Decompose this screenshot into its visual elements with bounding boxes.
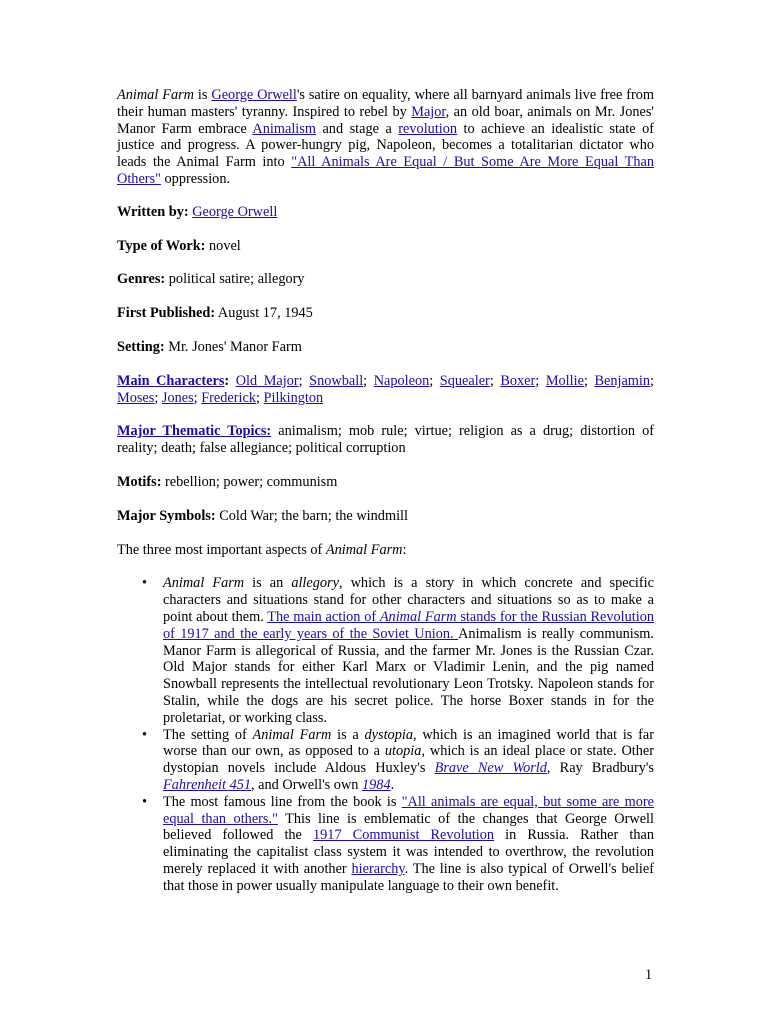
written-by-field	[117, 204, 654, 221]
page-number: 1	[645, 967, 653, 983]
symbols-label: Major Symbols:	[117, 507, 216, 524]
character-link[interactable]: Benjamin	[594, 372, 651, 389]
type-of-work-field	[117, 238, 654, 255]
aspect-famous-line: • The most famous line from the book is "All animals are equal, but some are more equal than others." This line is emblematic of the changes that George Orwell believed followed the 1917 Communist Revolution in Russia. Rather than eliminating the capitalist class system it was intended to overthrow, the revolution merely replaced it with another hierarchy. The line is also typical of Orwell's belief that those in power usually manipulate language to their own benefit.	[142, 793, 654, 894]
written-by-link[interactable]: George Orwell	[192, 203, 278, 220]
character-link[interactable]: Squealer	[439, 372, 490, 389]
bullet-icon: •	[142, 575, 148, 592]
fahrenheit-451-link[interactable]: Fahrenheit 451	[163, 776, 252, 793]
bullet-icon: •	[142, 726, 148, 743]
character-link[interactable]: Moses	[117, 389, 155, 406]
genres-value: political satire; allegory	[168, 271, 305, 288]
character-link[interactable]: Boxer	[500, 372, 536, 389]
motifs-value: rebellion; power; communism	[165, 473, 338, 490]
all-animals-equal-link[interactable]: "All Animals Are Equal / But Some Are More Equal Than Others"	[117, 154, 654, 187]
famous-quote-link[interactable]: "All animals are equal, but some are more equal than others."	[163, 793, 654, 827]
aspects-list	[117, 575, 654, 894]
1984-link[interactable]: 1984	[362, 776, 391, 793]
type-of-work-label: Type of Work:	[117, 237, 206, 254]
russian-revolution-link[interactable]: The main action of Animal Farm stands for the Russian Revolution of 1917 and the early years of the Soviet Union.	[163, 608, 654, 642]
aspects-intro: The three most important aspects of Animal Farm:	[117, 541, 407, 558]
written-by-label: Written by:	[117, 203, 189, 220]
aspect-allegory: • Animal Farm is an allegory, which is a story in which concrete and specific characters and situations stand for other characters and situations so as to make a point about them. The main action of Animal Farm stands for the Russian Revolution of 1917 and the early years of the Soviet Union. Animalism is really communism. Manor Farm is allegorical of Russia, and the farmer Mr. Jones is the Russian Czar. Old Major stands for either Karl Marx or Vladimir Lenin, and the pig named Snowball represents the intellectual revolutionary Leon Trotsky. Napoleon stands for Stalin, while the dogs are his secret police. The horse Boxer stands in for the proletariat, or working class.	[142, 575, 654, 726]
genres-field	[117, 271, 654, 288]
thematic-topics-link[interactable]: Major Thematic Topics:	[117, 423, 272, 440]
main-characters-field: Main Characters: Old Major; Snowball; Napoleon; Squealer; Boxer; Mollie; Benjamin; Moses; Jones; Frederick; Pilkington	[117, 372, 655, 406]
first-published-field	[117, 305, 654, 322]
character-link[interactable]: Mollie	[545, 372, 584, 389]
first-published-value: August 17, 1945	[217, 305, 313, 322]
aspect-dystopia: • The setting of Animal Farm is a dystopia, which is an imagined world that is far worse than our own, as opposed to a utopia, which is an ideal place or state. Other dystopian novels include Aldous Huxley's Brave New World, Ray Bradbury's Fahrenheit 451, and Orwell's own 1984.	[142, 726, 654, 793]
character-link[interactable]: Frederick	[201, 389, 256, 406]
thematic-topics-field	[117, 423, 654, 457]
character-link[interactable]: Napoleon	[373, 372, 430, 389]
symbols-value: Cold War; the barn; the windmill	[219, 507, 408, 524]
genres-label: Genres:	[117, 271, 166, 288]
bullet-icon: •	[142, 793, 148, 810]
character-link[interactable]: Old Major	[235, 372, 299, 389]
character-link[interactable]: Pilkington	[263, 389, 324, 406]
first-published-label: First Published:	[117, 305, 216, 322]
intro-paragraph: Animal Farm is George Orwell's satire on equality, where all barnyard animals live free from their human masters' tyranny. Inspired to rebel by Major, an old boar, animals on Mr. Jones' Manor Farm embrace Animalism and stage a revolution to achieve an idealistic state of justice and progress. A power-hungry pig, Napoleon, becomes a totalitarian dictator who leads the Animal Farm into "All Animals Are Equal / But Some Are More Equal Than Others" oppression.	[117, 87, 655, 187]
brave-new-world-link[interactable]: Brave New World	[434, 760, 547, 777]
character-list: Old Major; Snowball; Napoleon; Squealer; Boxer; Mollie; Benjamin; Moses; Jones; Frederick; Pilkington	[117, 372, 655, 406]
motifs-field	[117, 474, 654, 491]
setting-value: Mr. Jones' Manor Farm	[168, 338, 302, 355]
revolution-link[interactable]: revolution	[398, 120, 458, 137]
animalism-link[interactable]: Animalism	[252, 120, 316, 137]
document-body	[117, 87, 654, 894]
motifs-label: Motifs:	[117, 473, 162, 490]
communist-revolution-link[interactable]: 1917 Communist Revolution	[313, 827, 495, 844]
type-of-work-value: novel	[209, 237, 241, 254]
hierarchy-link[interactable]: hierarchy	[351, 860, 405, 877]
character-link[interactable]: Jones	[161, 389, 194, 406]
character-link[interactable]: Snowball	[309, 372, 364, 389]
thematic-topics-value: animalism; mob rule; virtue; religion as a drug; distortion of reality; death; false allegiance; political corruption	[117, 423, 654, 457]
setting-label: Setting:	[117, 338, 165, 355]
book-title: Animal Farm	[117, 87, 194, 103]
setting-field	[117, 339, 654, 356]
george-orwell-link[interactable]: George Orwell	[211, 87, 297, 103]
symbols-field	[117, 508, 654, 525]
major-link[interactable]: Major	[411, 103, 446, 120]
main-characters-link[interactable]: Main Characters	[117, 372, 225, 389]
